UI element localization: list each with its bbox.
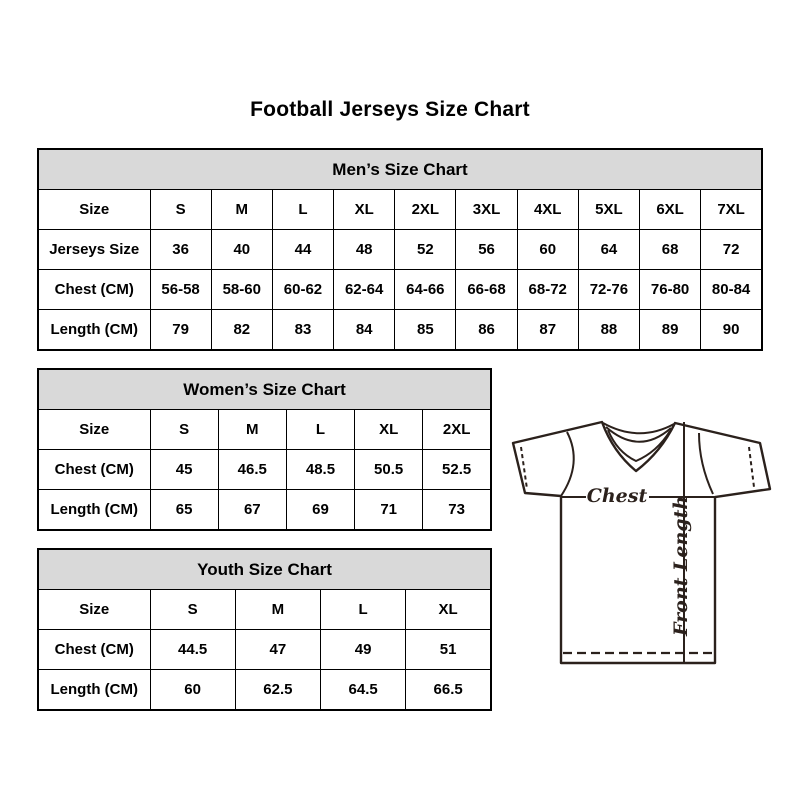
table-title-womens: Women’s Size Chart [38, 369, 491, 410]
size-value-cell: 72 [701, 230, 762, 270]
size-value-cell: 83 [272, 310, 333, 351]
size-column-header: XL [334, 190, 395, 230]
size-column-header: 4XL [517, 190, 578, 230]
size-value-cell: 60 [517, 230, 578, 270]
size-column-header: L [321, 590, 406, 630]
row-label-header: Size [38, 590, 150, 630]
size-column-header: S [150, 590, 235, 630]
size-value-cell: 46.5 [218, 450, 286, 490]
size-value-cell: 47 [235, 630, 320, 670]
size-column-header: S [150, 410, 218, 450]
size-value-cell: 56-58 [150, 270, 211, 310]
size-value-cell: 62.5 [235, 670, 320, 711]
table-title-mens: Men’s Size Chart [38, 149, 762, 190]
size-value-cell: 44.5 [150, 630, 235, 670]
size-value-cell: 50.5 [355, 450, 423, 490]
size-value-cell: 56 [456, 230, 517, 270]
size-value-cell: 40 [211, 230, 272, 270]
size-value-cell: 64.5 [321, 670, 406, 711]
size-value-cell: 51 [406, 630, 491, 670]
size-column-header: L [272, 190, 333, 230]
size-value-cell: 58-60 [211, 270, 272, 310]
size-value-cell: 72-76 [578, 270, 639, 310]
row-label: Length (CM) [38, 670, 150, 711]
size-value-cell: 36 [150, 230, 211, 270]
size-value-cell: 88 [578, 310, 639, 351]
size-value-cell: 73 [423, 490, 491, 531]
size-column-header: S [150, 190, 211, 230]
size-value-cell: 86 [456, 310, 517, 351]
size-column-header: 2XL [423, 410, 491, 450]
left-armhole-seam [561, 432, 574, 496]
size-value-cell: 52 [395, 230, 456, 270]
row-label: Chest (CM) [38, 450, 150, 490]
row-label: Chest (CM) [38, 270, 150, 310]
mens-size-chart-table [37, 148, 763, 351]
size-value-cell: 85 [395, 310, 456, 351]
size-value-cell: 69 [286, 490, 354, 531]
size-value-cell: 87 [517, 310, 578, 351]
size-value-cell: 76-80 [640, 270, 701, 310]
size-value-cell: 68-72 [517, 270, 578, 310]
table-title-youth: Youth Size Chart [38, 549, 491, 590]
youth-size-chart-table [37, 548, 492, 711]
womens-size-chart-table [37, 368, 492, 531]
jersey-measurement-diagram [500, 390, 780, 690]
size-value-cell: 65 [150, 490, 218, 531]
chest-label: Chest [586, 485, 648, 507]
size-column-header: 3XL [456, 190, 517, 230]
size-value-cell: 60-62 [272, 270, 333, 310]
right-armhole-seam [699, 433, 713, 494]
size-value-cell: 64 [578, 230, 639, 270]
row-label-header: Size [38, 190, 150, 230]
size-value-cell: 79 [150, 310, 211, 351]
size-value-cell: 45 [150, 450, 218, 490]
row-label: Chest (CM) [38, 630, 150, 670]
size-value-cell: 64-66 [395, 270, 456, 310]
size-column-header: L [286, 410, 354, 450]
size-value-cell: 52.5 [423, 450, 491, 490]
page-title: Football Jerseys Size Chart [250, 98, 530, 121]
row-label-header: Size [38, 410, 150, 450]
size-value-cell: 66.5 [406, 670, 491, 711]
size-value-cell: 82 [211, 310, 272, 351]
size-column-header: M [218, 410, 286, 450]
size-column-header: 2XL [395, 190, 456, 230]
size-column-header: M [211, 190, 272, 230]
size-value-cell: 84 [334, 310, 395, 351]
size-value-cell: 60 [150, 670, 235, 711]
size-value-cell: 49 [321, 630, 406, 670]
row-label: Length (CM) [38, 490, 150, 531]
size-value-cell: 48.5 [286, 450, 354, 490]
front-length-label: Front Length [670, 495, 692, 636]
right-cuff-dashed-line [749, 447, 754, 487]
size-value-cell: 67 [218, 490, 286, 531]
collar-back-curve-top [603, 423, 674, 433]
size-column-header: XL [355, 410, 423, 450]
size-column-header: 6XL [640, 190, 701, 230]
size-value-cell: 44 [272, 230, 333, 270]
size-column-header: 5XL [578, 190, 639, 230]
row-label: Length (CM) [38, 310, 150, 351]
size-value-cell: 66-68 [456, 270, 517, 310]
size-value-cell: 90 [701, 310, 762, 351]
size-value-cell: 68 [640, 230, 701, 270]
size-value-cell: 89 [640, 310, 701, 351]
size-column-header: M [235, 590, 320, 630]
size-value-cell: 62-64 [334, 270, 395, 310]
size-column-header: XL [406, 590, 491, 630]
size-column-header: 7XL [701, 190, 762, 230]
size-value-cell: 48 [334, 230, 395, 270]
size-value-cell: 80-84 [701, 270, 762, 310]
row-label: Jerseys Size [38, 230, 150, 270]
size-value-cell: 71 [355, 490, 423, 531]
